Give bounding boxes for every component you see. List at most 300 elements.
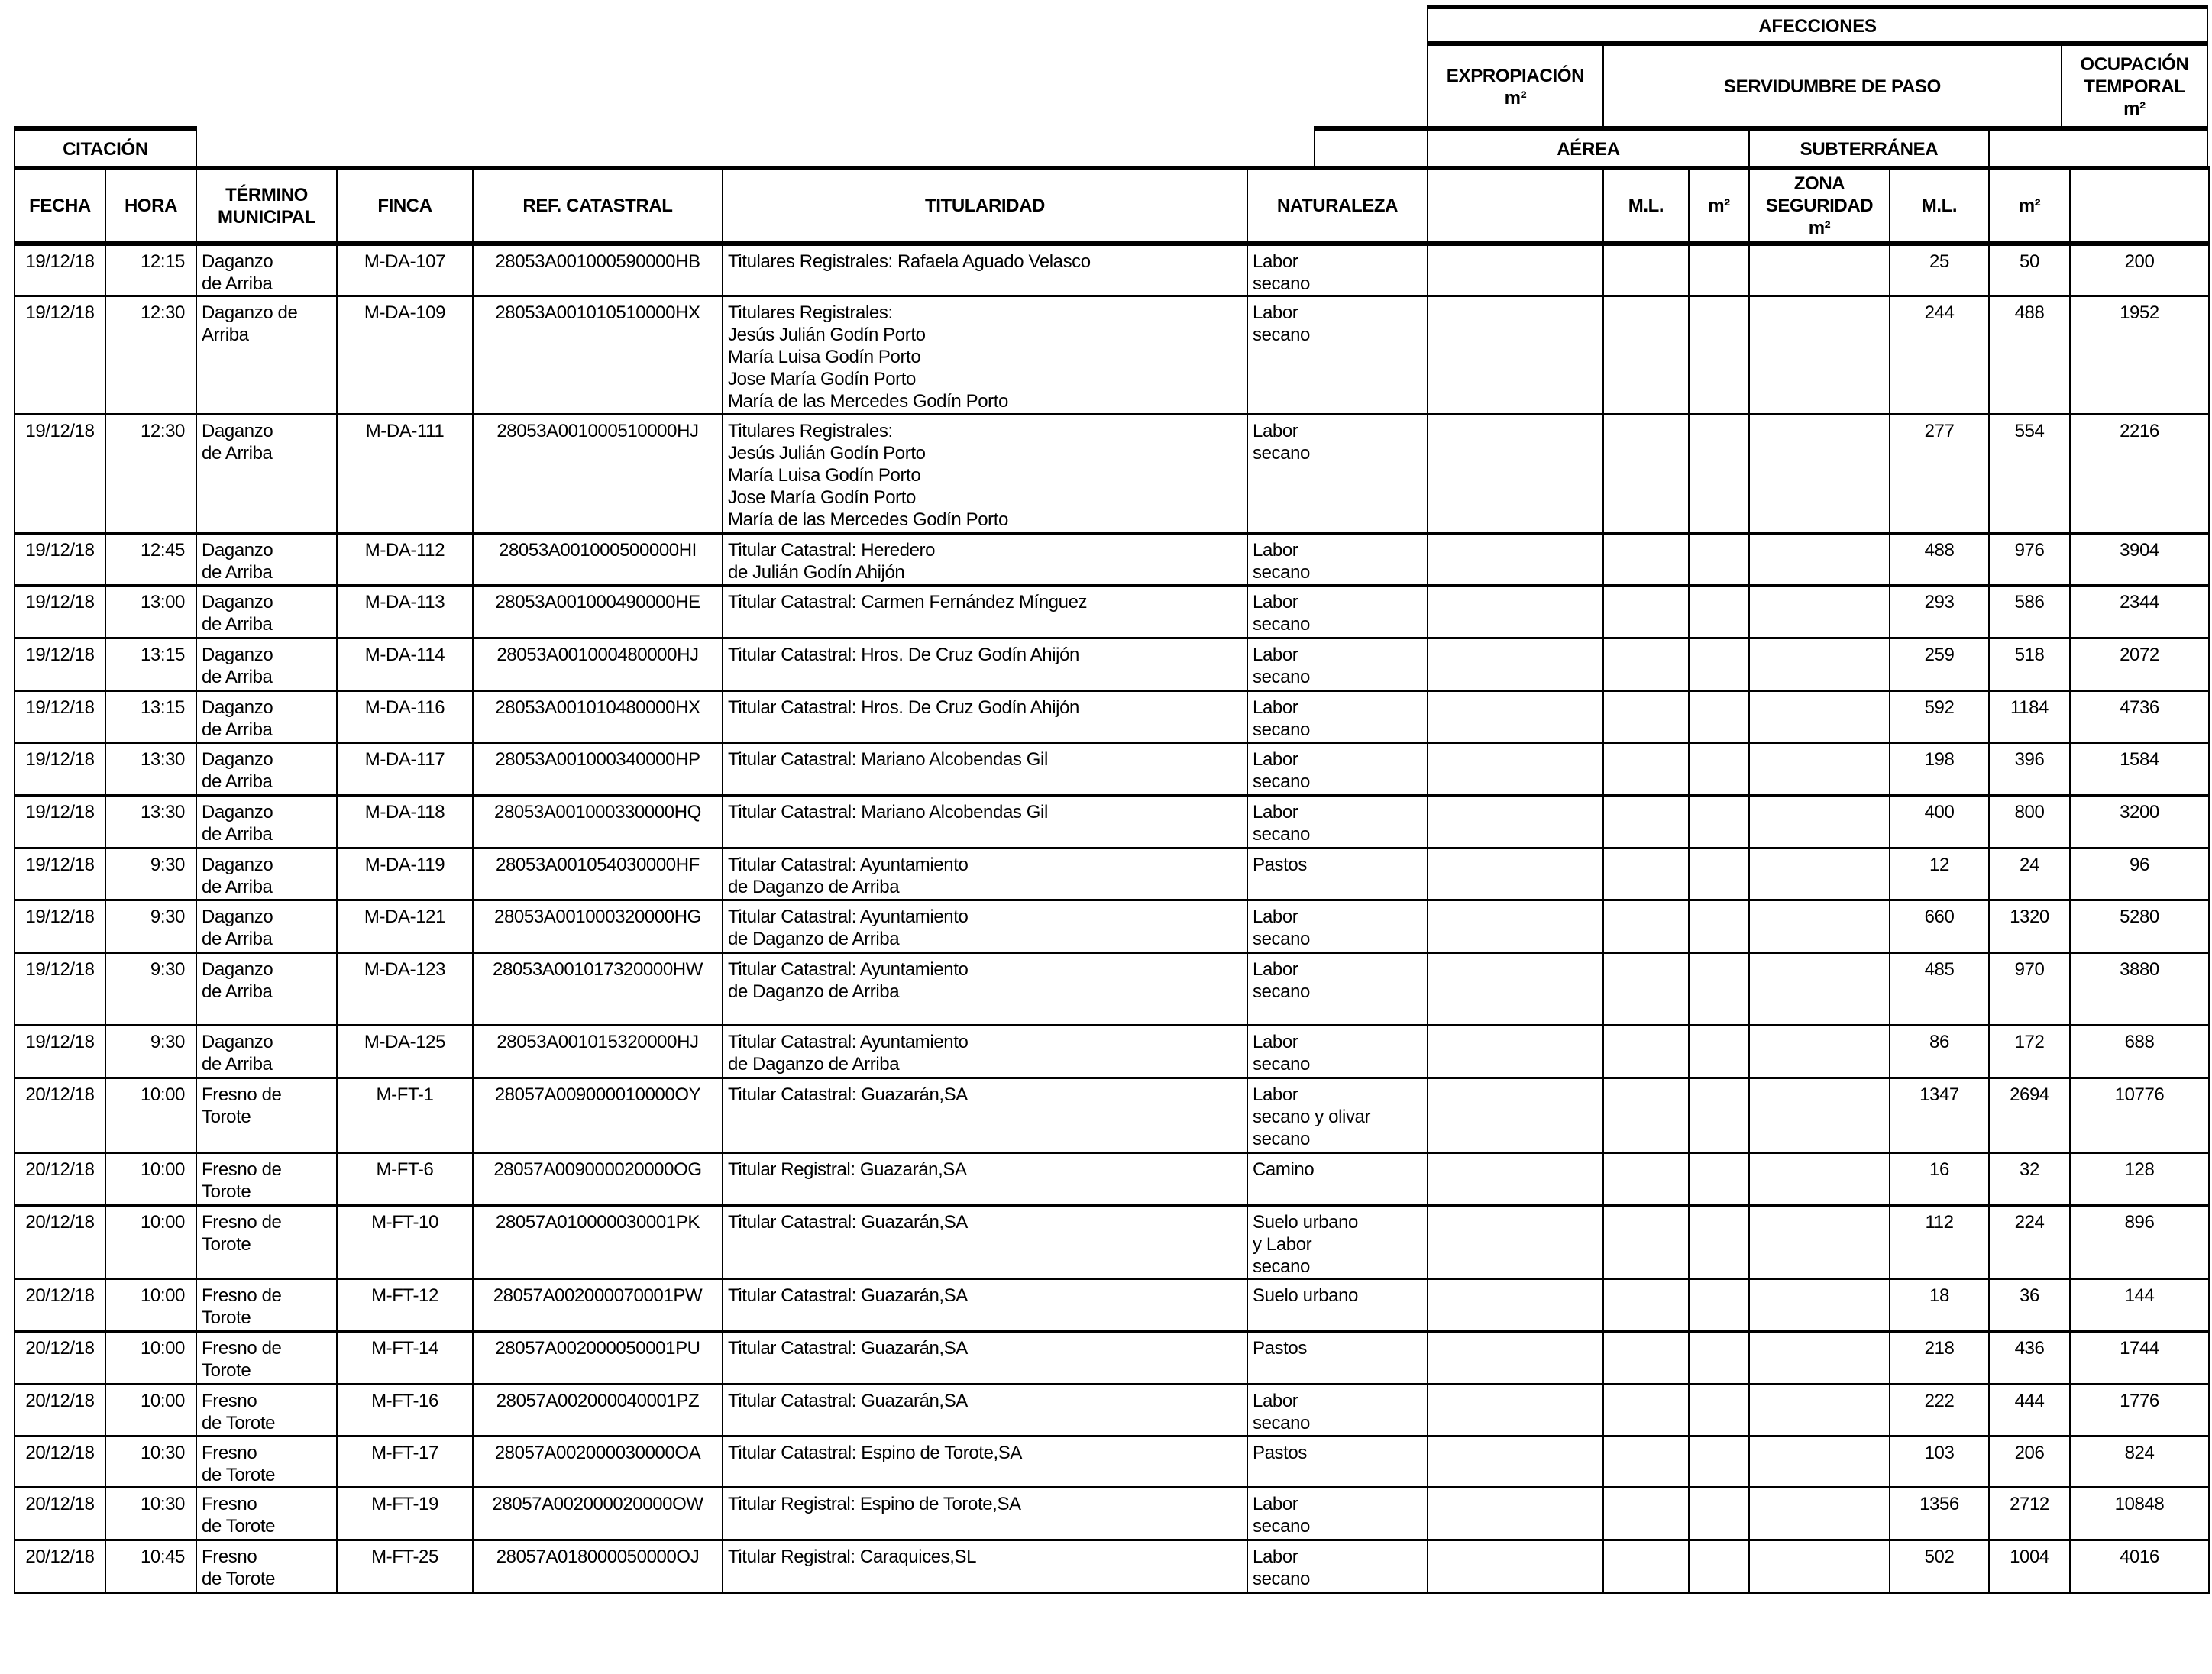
- cell-aerea-m2: [1689, 1436, 1749, 1488]
- cell-finca: M-FT-19: [337, 1488, 473, 1540]
- cell-titularidad: Titular Catastral: Ayuntamiento de Daganzo de Arriba: [723, 1026, 1247, 1078]
- table-row: [15, 848, 2209, 900]
- cell-subterranea-m2: 976: [1989, 534, 2070, 586]
- cell-naturaleza: Pastos: [1247, 848, 1428, 900]
- cell-subterranea-m2: 970: [1989, 953, 2070, 1026]
- cell-subterranea-ml: 25: [1890, 244, 1989, 296]
- cell-aerea-m2: [1689, 796, 1749, 848]
- cell-finca: M-DA-119: [337, 848, 473, 900]
- cell-aerea-ml: [1603, 586, 1689, 638]
- cell-ocupacion: 688: [2070, 1026, 2209, 1078]
- cell-naturaleza: Suelo urbano y Labor secano: [1247, 1206, 1428, 1279]
- cell-aerea-m2: [1689, 1078, 1749, 1153]
- cell-subterranea-ml: 218: [1890, 1332, 1989, 1385]
- cell-ref-catastral: 28057A002000040001PZ: [473, 1385, 723, 1436]
- cell-hora: 9:30: [105, 953, 196, 1026]
- cell-ref-catastral: 28057A009000010000OY: [473, 1078, 723, 1153]
- cell-fecha: 19/12/18: [15, 743, 105, 796]
- header-ocupacion-temporal: OCUPACIÓN TEMPORAL m²: [2061, 41, 2208, 129]
- cell-ref-catastral: 28053A001010510000HX: [473, 296, 723, 415]
- cell-subterranea-ml: 502: [1890, 1540, 1989, 1593]
- cell-aerea-m2: [1689, 296, 1749, 415]
- cell-fecha: 19/12/18: [15, 415, 105, 534]
- cell-aerea-ml: [1603, 244, 1689, 296]
- cell-aerea-m2: [1689, 743, 1749, 796]
- table-row: [15, 1026, 2209, 1078]
- cell-zona-seguridad: [1749, 743, 1890, 796]
- cell-aerea-m2: [1689, 1540, 1749, 1593]
- cell-naturaleza: Labor secano: [1247, 1385, 1428, 1436]
- cell-fecha: 20/12/18: [15, 1153, 105, 1206]
- cell-aerea-ml: [1603, 796, 1689, 848]
- cell-titularidad: Titular Registral: Espino de Torote,SA: [723, 1488, 1247, 1540]
- cell-titularidad: Titulares Registrales: Jesús Julián Godín Porto María Luisa Godín Porto Jose María Godín Porto María de las Mercedes Godín Porto: [723, 415, 1247, 534]
- cell-fecha: 19/12/18: [15, 796, 105, 848]
- table-row: [15, 1332, 2209, 1385]
- cell-aerea-ml: [1603, 1385, 1689, 1436]
- cell-termino-municipal: Fresno de Torote: [196, 1279, 337, 1332]
- cell-naturaleza: Labor secano: [1247, 244, 1428, 296]
- header-expropiacion: EXPROPIACIÓN m²: [1427, 41, 1604, 129]
- cell-fecha: 19/12/18: [15, 848, 105, 900]
- cell-aerea-ml: [1603, 1153, 1689, 1206]
- cell-ocupacion: 1952: [2070, 296, 2209, 415]
- cell-naturaleza: Labor secano: [1247, 900, 1428, 953]
- cell-ref-catastral: 28057A002000030000OA: [473, 1436, 723, 1488]
- cell-finca: M-FT-16: [337, 1385, 473, 1436]
- cell-zona-seguridad: [1749, 638, 1890, 691]
- cell-ocupacion: 144: [2070, 1279, 2209, 1332]
- cell-termino-municipal: Daganzo de Arriba: [196, 244, 337, 296]
- cell-aerea-m2: [1689, 1153, 1749, 1206]
- cell-finca: M-DA-107: [337, 244, 473, 296]
- cell-subterranea-ml: 86: [1890, 1026, 1989, 1078]
- cell-subterranea-m2: 206: [1989, 1436, 2070, 1488]
- cell-finca: M-DA-117: [337, 743, 473, 796]
- column-header-aerea-ml: M.L.: [1603, 168, 1689, 244]
- cell-finca: M-FT-12: [337, 1279, 473, 1332]
- cell-hora: 9:30: [105, 1026, 196, 1078]
- cell-hora: 13:30: [105, 796, 196, 848]
- cell-aerea-ml: [1603, 1436, 1689, 1488]
- cell-expropiacion: [1428, 900, 1603, 953]
- cell-titularidad: Titular Catastral: Ayuntamiento de Daganzo de Arriba: [723, 848, 1247, 900]
- cell-hora: 10:00: [105, 1385, 196, 1436]
- cell-ocupacion: 10776: [2070, 1078, 2209, 1153]
- cell-ocupacion: 4736: [2070, 691, 2209, 743]
- table-row: [15, 1385, 2209, 1436]
- column-header-naturaleza: NATURALEZA: [1247, 168, 1428, 244]
- table-row: [15, 1206, 2209, 1279]
- cell-aerea-m2: [1689, 1332, 1749, 1385]
- cell-titularidad: Titular Catastral: Mariano Alcobendas Gil: [723, 796, 1247, 848]
- cell-expropiacion: [1428, 1153, 1603, 1206]
- cell-subterranea-ml: 259: [1890, 638, 1989, 691]
- cell-termino-municipal: Fresno de Torote: [196, 1153, 337, 1206]
- table-row: [15, 244, 2209, 296]
- cell-termino-municipal: Fresno de Torote: [196, 1206, 337, 1279]
- cell-subterranea-m2: 518: [1989, 638, 2070, 691]
- column-header-subterranea-m2: m²: [1989, 168, 2070, 244]
- cell-subterranea-m2: 554: [1989, 415, 2070, 534]
- cell-ref-catastral: 28057A010000030001PK: [473, 1206, 723, 1279]
- table-row: [15, 1436, 2209, 1488]
- cell-fecha: 19/12/18: [15, 953, 105, 1026]
- cell-aerea-ml: [1603, 534, 1689, 586]
- cell-termino-municipal: Daganzo de Arriba: [196, 796, 337, 848]
- cell-zona-seguridad: [1749, 796, 1890, 848]
- cell-aerea-ml: [1603, 1332, 1689, 1385]
- cell-termino-municipal: Fresno de Torote: [196, 1332, 337, 1385]
- cell-naturaleza: Labor secano: [1247, 415, 1428, 534]
- cell-subterranea-ml: 592: [1890, 691, 1989, 743]
- table-row: [15, 1540, 2209, 1593]
- cell-zona-seguridad: [1749, 1385, 1890, 1436]
- cell-naturaleza: Pastos: [1247, 1436, 1428, 1488]
- cell-subterranea-ml: 277: [1890, 415, 1989, 534]
- cell-zona-seguridad: [1749, 1279, 1890, 1332]
- cell-finca: M-FT-14: [337, 1332, 473, 1385]
- cell-titularidad: Titular Catastral: Guazarán,SA: [723, 1279, 1247, 1332]
- cell-subterranea-m2: 2712: [1989, 1488, 2070, 1540]
- cell-ocupacion: 96: [2070, 848, 2209, 900]
- cell-fecha: 19/12/18: [15, 586, 105, 638]
- cell-hora: 10:00: [105, 1078, 196, 1153]
- cell-expropiacion: [1428, 296, 1603, 415]
- table-row: [15, 1488, 2209, 1540]
- cell-zona-seguridad: [1749, 296, 1890, 415]
- cell-subterranea-m2: 2694: [1989, 1078, 2070, 1153]
- cell-titularidad: Titulares Registrales: Jesús Julián Godín Porto María Luisa Godín Porto Jose María Godín Porto María de las Mercedes Godín Porto: [723, 296, 1247, 415]
- cell-subterranea-ml: 293: [1890, 586, 1989, 638]
- cell-expropiacion: [1428, 1332, 1603, 1385]
- cell-subterranea-ml: 244: [1890, 296, 1989, 415]
- cell-aerea-m2: [1689, 244, 1749, 296]
- cell-subterranea-ml: 488: [1890, 534, 1989, 586]
- cell-naturaleza: Labor secano: [1247, 1026, 1428, 1078]
- cell-subterranea-m2: 586: [1989, 586, 2070, 638]
- cell-fecha: 19/12/18: [15, 1026, 105, 1078]
- cell-aerea-ml: [1603, 638, 1689, 691]
- cell-expropiacion: [1428, 796, 1603, 848]
- cell-ref-catastral: 28053A001000500000HI: [473, 534, 723, 586]
- cell-zona-seguridad: [1749, 1078, 1890, 1153]
- cell-naturaleza: Labor secano: [1247, 796, 1428, 848]
- cell-naturaleza: Suelo urbano: [1247, 1279, 1428, 1332]
- cell-subterranea-ml: 1347: [1890, 1078, 1989, 1153]
- table-row: [15, 691, 2209, 743]
- table-row: [15, 953, 2209, 1026]
- cell-hora: 10:30: [105, 1436, 196, 1488]
- cell-ref-catastral: 28053A001010480000HX: [473, 691, 723, 743]
- cell-naturaleza: Pastos: [1247, 1332, 1428, 1385]
- cell-termino-municipal: Daganzo de Arriba: [196, 296, 337, 415]
- cell-zona-seguridad: [1749, 244, 1890, 296]
- cell-ref-catastral: 28053A001000510000HJ: [473, 415, 723, 534]
- cell-expropiacion: [1428, 691, 1603, 743]
- cell-hora: 12:45: [105, 534, 196, 586]
- cell-titularidad: Titular Catastral: Ayuntamiento de Daganzo de Arriba: [723, 900, 1247, 953]
- cell-ocupacion: 3904: [2070, 534, 2209, 586]
- table-row: [15, 900, 2209, 953]
- cell-ocupacion: 128: [2070, 1153, 2209, 1206]
- cell-ocupacion: 2216: [2070, 415, 2209, 534]
- cell-ocupacion: 200: [2070, 244, 2209, 296]
- cell-titularidad: Titulares Registrales: Rafaela Aguado Velasco: [723, 244, 1247, 296]
- cell-zona-seguridad: [1749, 586, 1890, 638]
- cell-expropiacion: [1428, 1488, 1603, 1540]
- cell-finca: M-FT-1: [337, 1078, 473, 1153]
- cell-fecha: 19/12/18: [15, 900, 105, 953]
- header-subterranea: SUBTERRÁNEA: [1748, 126, 1990, 169]
- cell-expropiacion: [1428, 586, 1603, 638]
- cell-aerea-ml: [1603, 296, 1689, 415]
- cell-fecha: 20/12/18: [15, 1078, 105, 1153]
- cell-naturaleza: Labor secano: [1247, 953, 1428, 1026]
- table-row: [15, 1078, 2209, 1153]
- cell-hora: 10:45: [105, 1540, 196, 1593]
- cell-hora: 13:00: [105, 586, 196, 638]
- cell-subterranea-m2: 24: [1989, 848, 2070, 900]
- column-header-finca: FINCA: [337, 168, 473, 244]
- column-header-subterranea-ml: M.L.: [1890, 168, 1989, 244]
- cell-zona-seguridad: [1749, 691, 1890, 743]
- cell-titularidad: Titular Catastral: Espino de Torote,SA: [723, 1436, 1247, 1488]
- cell-aerea-m2: [1689, 1385, 1749, 1436]
- header-afecciones: AFECCIONES: [1427, 5, 2208, 44]
- cell-finca: M-DA-113: [337, 586, 473, 638]
- column-header-ref-catastral: REF. CATASTRAL: [473, 168, 723, 244]
- cell-hora: 12:30: [105, 415, 196, 534]
- cell-hora: 9:30: [105, 848, 196, 900]
- cell-aerea-m2: [1689, 1279, 1749, 1332]
- cell-ocupacion: 2344: [2070, 586, 2209, 638]
- cell-termino-municipal: Daganzo de Arriba: [196, 638, 337, 691]
- cell-titularidad: Titular Registral: Caraquices,SL: [723, 1540, 1247, 1593]
- table-row: [15, 638, 2209, 691]
- cell-hora: 9:30: [105, 900, 196, 953]
- cell-subterranea-ml: 18: [1890, 1279, 1989, 1332]
- cell-titularidad: Titular Catastral: Hros. De Cruz Godín Ahijón: [723, 691, 1247, 743]
- cell-fecha: 20/12/18: [15, 1279, 105, 1332]
- column-header-fecha: FECHA: [15, 168, 105, 244]
- cell-naturaleza: Camino: [1247, 1153, 1428, 1206]
- header-servidumbre: SERVIDUMBRE DE PASO: [1602, 41, 2062, 129]
- cell-titularidad: Titular Catastral: Guazarán,SA: [723, 1332, 1247, 1385]
- cell-ocupacion: 1776: [2070, 1385, 2209, 1436]
- cell-finca: M-DA-118: [337, 796, 473, 848]
- cell-fecha: 20/12/18: [15, 1540, 105, 1593]
- cell-termino-municipal: Daganzo de Arriba: [196, 691, 337, 743]
- cell-subterranea-m2: 488: [1989, 296, 2070, 415]
- column-header-ocupacion: [2070, 168, 2209, 244]
- cell-finca: M-DA-116: [337, 691, 473, 743]
- cell-termino-municipal: Fresno de Torote: [196, 1488, 337, 1540]
- cell-titularidad: Titular Catastral: Guazarán,SA: [723, 1078, 1247, 1153]
- cell-ocupacion: 1744: [2070, 1332, 2209, 1385]
- cell-expropiacion: [1428, 1078, 1603, 1153]
- column-header-expropiacion: [1428, 168, 1603, 244]
- cell-aerea-m2: [1689, 415, 1749, 534]
- cell-aerea-ml: [1603, 953, 1689, 1026]
- cell-aerea-m2: [1689, 848, 1749, 900]
- cell-aerea-ml: [1603, 1488, 1689, 1540]
- cell-zona-seguridad: [1749, 1488, 1890, 1540]
- cell-titularidad: Titular Catastral: Ayuntamiento de Daganzo de Arriba: [723, 953, 1247, 1026]
- cell-titularidad: Titular Catastral: Mariano Alcobendas Gil: [723, 743, 1247, 796]
- cell-expropiacion: [1428, 1436, 1603, 1488]
- cell-subterranea-m2: 1320: [1989, 900, 2070, 953]
- cell-subterranea-ml: 16: [1890, 1153, 1989, 1206]
- cell-hora: 12:30: [105, 296, 196, 415]
- table-row: [15, 586, 2209, 638]
- cell-subterranea-ml: 1356: [1890, 1488, 1989, 1540]
- cell-expropiacion: [1428, 1026, 1603, 1078]
- cell-finca: M-FT-17: [337, 1436, 473, 1488]
- cell-zona-seguridad: [1749, 415, 1890, 534]
- table-row: [15, 296, 2209, 415]
- cell-termino-municipal: Fresno de Torote: [196, 1436, 337, 1488]
- cell-subterranea-ml: 112: [1890, 1206, 1989, 1279]
- cell-fecha: 19/12/18: [15, 244, 105, 296]
- cell-hora: 13:15: [105, 691, 196, 743]
- cell-termino-municipal: Fresno de Torote: [196, 1385, 337, 1436]
- cell-ref-catastral: 28057A009000020000OG: [473, 1153, 723, 1206]
- cell-naturaleza: Labor secano: [1247, 691, 1428, 743]
- cell-subterranea-m2: 1184: [1989, 691, 2070, 743]
- cell-titularidad: Titular Registral: Guazarán,SA: [723, 1153, 1247, 1206]
- cell-expropiacion: [1428, 638, 1603, 691]
- cell-hora: 13:30: [105, 743, 196, 796]
- table-row: [15, 796, 2209, 848]
- cell-ocupacion: 896: [2070, 1206, 2209, 1279]
- cell-finca: M-FT-6: [337, 1153, 473, 1206]
- cell-fecha: 20/12/18: [15, 1332, 105, 1385]
- cell-finca: M-DA-109: [337, 296, 473, 415]
- cell-termino-municipal: Daganzo de Arriba: [196, 534, 337, 586]
- cell-aerea-ml: [1603, 691, 1689, 743]
- cell-zona-seguridad: [1749, 1332, 1890, 1385]
- cell-aerea-ml: [1603, 1540, 1689, 1593]
- cell-aerea-ml: [1603, 1279, 1689, 1332]
- cell-finca: M-FT-10: [337, 1206, 473, 1279]
- header-blank-box: [1314, 126, 1428, 169]
- cell-ref-catastral: 28053A001000340000HP: [473, 743, 723, 796]
- cell-ocupacion: 824: [2070, 1436, 2209, 1488]
- cell-ref-catastral: 28053A001017320000HW: [473, 953, 723, 1026]
- cell-fecha: 20/12/18: [15, 1488, 105, 1540]
- cell-fecha: 20/12/18: [15, 1206, 105, 1279]
- cell-subterranea-m2: 1004: [1989, 1540, 2070, 1593]
- cell-aerea-ml: [1603, 743, 1689, 796]
- table-row: [15, 1279, 2209, 1332]
- cell-subterranea-ml: 400: [1890, 796, 1989, 848]
- cell-expropiacion: [1428, 1279, 1603, 1332]
- cell-subterranea-m2: 436: [1989, 1332, 2070, 1385]
- cell-finca: M-DA-111: [337, 415, 473, 534]
- cell-fecha: 20/12/18: [15, 1436, 105, 1488]
- cell-hora: 10:30: [105, 1488, 196, 1540]
- cell-aerea-m2: [1689, 1026, 1749, 1078]
- cell-finca: M-DA-121: [337, 900, 473, 953]
- cell-titularidad: Titular Catastral: Guazarán,SA: [723, 1206, 1247, 1279]
- cell-subterranea-ml: 485: [1890, 953, 1989, 1026]
- cell-subterranea-m2: 444: [1989, 1385, 2070, 1436]
- cell-aerea-m2: [1689, 900, 1749, 953]
- cell-termino-municipal: Daganzo de Arriba: [196, 953, 337, 1026]
- cell-hora: 10:00: [105, 1206, 196, 1279]
- cell-fecha: 20/12/18: [15, 1385, 105, 1436]
- cell-ref-catastral: 28053A001000330000HQ: [473, 796, 723, 848]
- cell-naturaleza: Labor secano: [1247, 1488, 1428, 1540]
- cell-naturaleza: Labor secano: [1247, 638, 1428, 691]
- cell-expropiacion: [1428, 1540, 1603, 1593]
- cell-zona-seguridad: [1749, 1436, 1890, 1488]
- cell-naturaleza: Labor secano: [1247, 1540, 1428, 1593]
- cell-subterranea-ml: 222: [1890, 1385, 1989, 1436]
- table-row: [15, 415, 2209, 534]
- cell-ocupacion: 5280: [2070, 900, 2209, 953]
- cell-fecha: 19/12/18: [15, 638, 105, 691]
- cell-subterranea-m2: 32: [1989, 1153, 2070, 1206]
- column-header-termino-municipal: TÉRMINO MUNICIPAL: [196, 168, 337, 244]
- cell-ref-catastral: 28057A002000050001PU: [473, 1332, 723, 1385]
- cell-termino-municipal: Daganzo de Arriba: [196, 743, 337, 796]
- cell-expropiacion: [1428, 534, 1603, 586]
- cell-ocupacion: 10848: [2070, 1488, 2209, 1540]
- cell-ref-catastral: 28053A001015320000HJ: [473, 1026, 723, 1078]
- cell-ref-catastral: 28053A001054030000HF: [473, 848, 723, 900]
- header-blank-right: [1988, 126, 2208, 169]
- cell-zona-seguridad: [1749, 534, 1890, 586]
- header-citacion: CITACIÓN: [14, 126, 197, 169]
- cell-ref-catastral: 28053A001000490000HE: [473, 586, 723, 638]
- cell-titularidad: Titular Catastral: Carmen Fernández Mínguez: [723, 586, 1247, 638]
- cell-finca: M-FT-25: [337, 1540, 473, 1593]
- cell-ref-catastral: 28057A018000050000OJ: [473, 1540, 723, 1593]
- cell-subterranea-m2: 36: [1989, 1279, 2070, 1332]
- cell-subterranea-m2: 396: [1989, 743, 2070, 796]
- cell-subterranea-ml: 198: [1890, 743, 1989, 796]
- column-header-hora: HORA: [105, 168, 196, 244]
- cell-naturaleza: Labor secano: [1247, 586, 1428, 638]
- column-header-titularidad: TITULARIDAD: [723, 168, 1247, 244]
- cell-ocupacion: 3200: [2070, 796, 2209, 848]
- citaciones-table: [14, 166, 2210, 1594]
- cell-expropiacion: [1428, 244, 1603, 296]
- table-row: [15, 1153, 2209, 1206]
- cell-ocupacion: 2072: [2070, 638, 2209, 691]
- cell-hora: 12:15: [105, 244, 196, 296]
- cell-termino-municipal: Fresno de Torote: [196, 1540, 337, 1593]
- cell-naturaleza: Labor secano y olivar secano: [1247, 1078, 1428, 1153]
- cell-fecha: 19/12/18: [15, 296, 105, 415]
- cell-fecha: 19/12/18: [15, 691, 105, 743]
- cell-hora: 10:00: [105, 1279, 196, 1332]
- table-row: [15, 743, 2209, 796]
- cell-fecha: 19/12/18: [15, 534, 105, 586]
- cell-subterranea-m2: 800: [1989, 796, 2070, 848]
- cell-ocupacion: 3880: [2070, 953, 2209, 1026]
- table-row: [15, 534, 2209, 586]
- cell-ref-catastral: 28057A002000070001PW: [473, 1279, 723, 1332]
- cell-zona-seguridad: [1749, 953, 1890, 1026]
- cell-subterranea-m2: 224: [1989, 1206, 2070, 1279]
- cell-finca: M-DA-125: [337, 1026, 473, 1078]
- cell-termino-municipal: Daganzo de Arriba: [196, 415, 337, 534]
- cell-aerea-ml: [1603, 415, 1689, 534]
- cell-expropiacion: [1428, 953, 1603, 1026]
